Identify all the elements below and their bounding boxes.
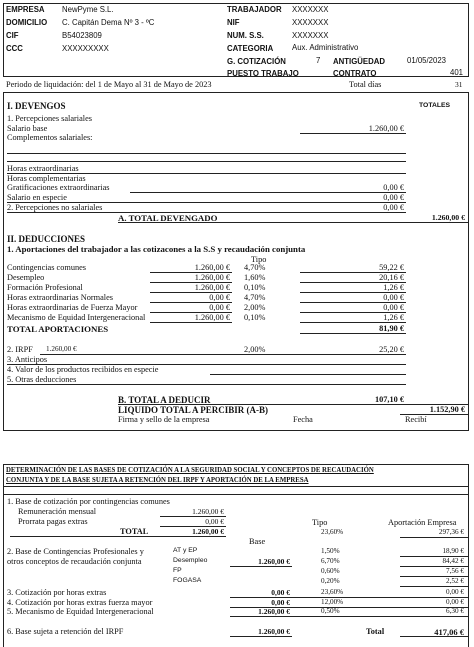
deduccion-tipo: 4,70% [244,293,266,302]
deduccion-base: 1.260,00 € [194,263,230,272]
deduccion-label: Formación Profesional [7,283,83,292]
productos-label: 4. Valor de los productos recibidos en especie [7,365,159,374]
divider [230,636,292,637]
b3-base: 0,00 € [271,588,290,597]
deduccion-tipo: 4,70% [244,263,266,272]
salario-base-value: 1.260,00 € [368,124,404,133]
total-deducir-label: B. TOTAL A DEDUCIR [118,395,211,405]
b2-tipo: 6,70% [321,557,340,565]
periodo-text: Periodo de liquidación: del 1 de Mayo al 31 de Mayo de 2023 [6,80,212,89]
deduccion-label: Horas extraordinarias Normales [7,293,113,302]
salario-especie-label: Salario en especie [7,193,67,202]
divider [7,153,406,154]
divider [300,333,406,334]
tipo-label: Tipo [251,255,267,264]
trabajador-value: XXXXXXX [292,5,329,14]
nif-value: XXXXXXX [292,18,329,27]
deducciones-subtitle: 1. Aportaciones del trabajador a las cotizacones a la S.S y recaudación conjunta [7,244,306,254]
salario-base-label: Salario base [7,124,48,133]
liquido-value: 1.152,90 € [429,405,465,414]
b2-label-1: 2. Base de Contingencias Profesionales y [7,547,144,556]
deduccion-base: 0,00 € [209,303,230,312]
deduccion-label: Desempleo [7,273,45,282]
bases-title-2: CONJUNTA Y DE LA BASE SUJETA A RETENCIÓN DEL IRPF Y APORTACIÓN DE LA EMPRESA [6,477,309,484]
totales-label: TOTALES [419,102,451,109]
irpf-importe: 25,20 € [379,345,404,354]
complementos-label: Complementos salariales: [7,133,93,142]
numss-label: NUM. S.S. [227,31,264,40]
b2-aport: 18,90 € [442,547,464,555]
divider [150,282,232,283]
deduccion-label: Contingencias comunes [7,263,87,272]
salario-especie-value: 0,00 € [383,193,404,202]
divider [400,537,468,538]
total-final-value: 417,06 € [434,627,464,637]
deduccion-tipo: 0,10% [244,283,266,292]
prorrata-value: 0,00 € [205,517,224,526]
b2-aport: 2,52 € [446,577,464,585]
divider [150,302,232,303]
horas-extra-label: Horas extraordinarias [7,164,79,173]
divider [400,636,468,637]
deduccion-tipo: 0,10% [244,313,266,322]
deduccion-importe: 59,22 € [379,263,404,272]
empresa-label: EMPRESA [6,5,45,14]
categoria-label: CATEGORIA [227,44,274,53]
cif-label: CIF [6,31,19,40]
contrato-label: CONTRATO [333,69,377,78]
tipo-col-label: Tipo [312,518,328,527]
aportacion-col-label: Aportación Empresa [388,518,457,527]
total-aportaciones-value: 81,90 € [379,324,404,333]
recibi-label: Recibí [405,415,427,424]
deducciones-title: II. DEDUCCIONES [7,234,86,244]
b2-concept: FP [173,567,182,574]
puesto-label: PUESTO TRABAJO [227,69,299,78]
antiguedad-label: ANTIGÜEDAD [333,57,385,66]
domicilio-label: DOMICILIO [6,18,48,27]
deduccion-tipo: 2,00% [244,303,266,312]
otras-label: 5. Otras deducciones [7,375,77,384]
b6-label: 6. Base sujeta a retención del IRPF [7,627,124,636]
percepciones-label: 1. Percepciones salariales [7,114,93,123]
irpf-base: 1.260,00 € [46,345,77,353]
divider [150,312,232,313]
anticipos-label: 3. Anticipos [7,355,48,364]
divider [7,384,406,385]
firma-label: Firma y sello de la empresa [118,415,210,424]
divider [150,272,232,273]
deduccion-base: 1.260,00 € [194,273,230,282]
cc-tipo: 23,60% [321,528,344,536]
rem-label: Remuneración mensual [18,507,97,516]
irpf-tipo: 2,00% [244,345,266,354]
nif-label: NIF [227,18,240,27]
b1-total-label: TOTAL [120,527,149,536]
b2-aport: 7,56 € [446,567,464,575]
divider [400,586,468,587]
b2-concept: Desempleo [173,557,208,564]
total-devengado-value: 1.260,00 € [431,213,465,222]
total-dias-label: Total días [349,80,382,89]
b4-base: 0,00 € [271,598,290,607]
divider [40,354,406,355]
deduccion-label: Mecanismo de Equidad Intergeneracional [7,313,146,322]
b4-label: 4. Cotización por horas extras fuerza mayor [7,598,153,607]
b4-aport: 0,00 € [446,598,464,606]
total-dias-value: 31 [455,80,463,89]
b6-base: 1.260,00 € [258,627,290,636]
empresa-value: NewPyme S.L. [62,5,114,14]
deduccion-tipo: 1,60% [244,273,266,282]
divider [10,536,226,537]
divider [230,616,468,617]
cif-value: B54023809 [62,31,102,40]
no-salariales-value: 0,00 € [383,203,404,212]
deduccion-importe: 1,26 € [383,313,404,322]
divider [230,566,292,567]
cc-aport: 297,36 € [438,528,464,536]
deduccion-importe: 0,00 € [383,293,404,302]
gcot-label: G. COTIZACIÓN [227,57,286,66]
divider [118,222,468,223]
divider [3,486,469,487]
devengos-title: I. DEVENGOS [7,101,66,111]
b2-concept: AT y EP [173,547,198,554]
b3-tipo: 23,60% [321,588,344,596]
b4-tipo: 12,00% [321,598,344,606]
ccc-label: CCC [6,44,23,53]
b1-label: 1. Base de cotización por contingencias comunes [7,497,170,506]
categoria-value: Aux. Administrativo [292,43,359,52]
b3-aport: 0,00 € [446,588,464,596]
b2-aport: 84,42 € [442,557,464,565]
b5-label: 5. Mecanismo de Equidad Intergeneracional [7,607,154,616]
horas-comp-label: Horas complementarias [7,174,86,183]
no-salariales-label: 2. Percepciones no salariales [7,203,103,212]
deduccion-importe: 1,26 € [383,283,404,292]
b5-base: 1.260,00 € [258,607,290,616]
trabajador-label: TRABAJADOR [227,5,282,14]
gratificaciones-label: Gratificaciones extraordinarias [7,183,110,192]
divider [300,133,406,134]
divider [150,322,232,323]
bases-title-1: DETERMINACIÓN DE LAS BASES DE COTIZACIÓN A LA SEGURIDAD SOCIAL Y CONCEPTOS DE RECAUDACIÓN [6,467,374,474]
b5-tipo: 0,50% [321,607,340,615]
total-deducir-value: 107,10 € [374,395,404,404]
b2-tipo: 0,20% [321,577,340,585]
b2-label-2: otros conceptos de recaudación conjunta [7,557,142,566]
b2-tipo: 0,60% [321,567,340,575]
b2-concept: FOGASA [173,577,202,584]
deduccion-base: 0,00 € [209,293,230,302]
deduccion-base: 1.260,00 € [194,283,230,292]
divider [300,322,406,323]
deduccion-importe: 20,16 € [379,273,404,282]
domicilio-value: C. Capitán Dema Nº 3 - ºC [62,18,155,27]
rem-value: 1.260,00 € [192,507,224,516]
fecha-label: Fecha [293,415,313,424]
total-final-label: Total [366,627,385,636]
b3-label: 3. Cotización por horas extras [7,588,107,597]
base-col-label: Base [249,537,266,546]
deduccion-label: Horas extraordinarias de Fuerza Mayor [7,303,138,312]
b5-aport: 6,30 € [446,607,464,615]
numss-value: XXXXXXX [292,31,329,40]
antiguedad-value: 01/05/2023 [407,56,447,65]
b2-tipo: 1,50% [321,547,340,555]
b2-base: 1.260,00 € [258,557,290,566]
divider [210,374,406,375]
contrato-value: 401 [450,68,464,77]
deduccion-base: 1.260,00 € [194,313,230,322]
divider [150,292,232,293]
deduccion-importe: 0,00 € [383,303,404,312]
divider [3,494,469,495]
b1-total-value: 1.260,00 € [192,527,224,536]
irpf-label: 2. IRPF [7,345,33,354]
total-aportaciones-label: TOTAL APORTACIONES [7,324,109,334]
liquido-label: LIQUIDO TOTAL A PERCIBIR (A-B) [118,405,269,415]
total-devengado-label: A. TOTAL DEVENGADO [118,213,218,223]
gcot-value: 7 [316,56,321,65]
gratificaciones-value: 0,00 € [383,183,404,192]
divider [7,161,406,162]
ccc-value: XXXXXXXXX [62,44,109,53]
prorrata-label: Prorrata pagas extras [18,517,88,526]
